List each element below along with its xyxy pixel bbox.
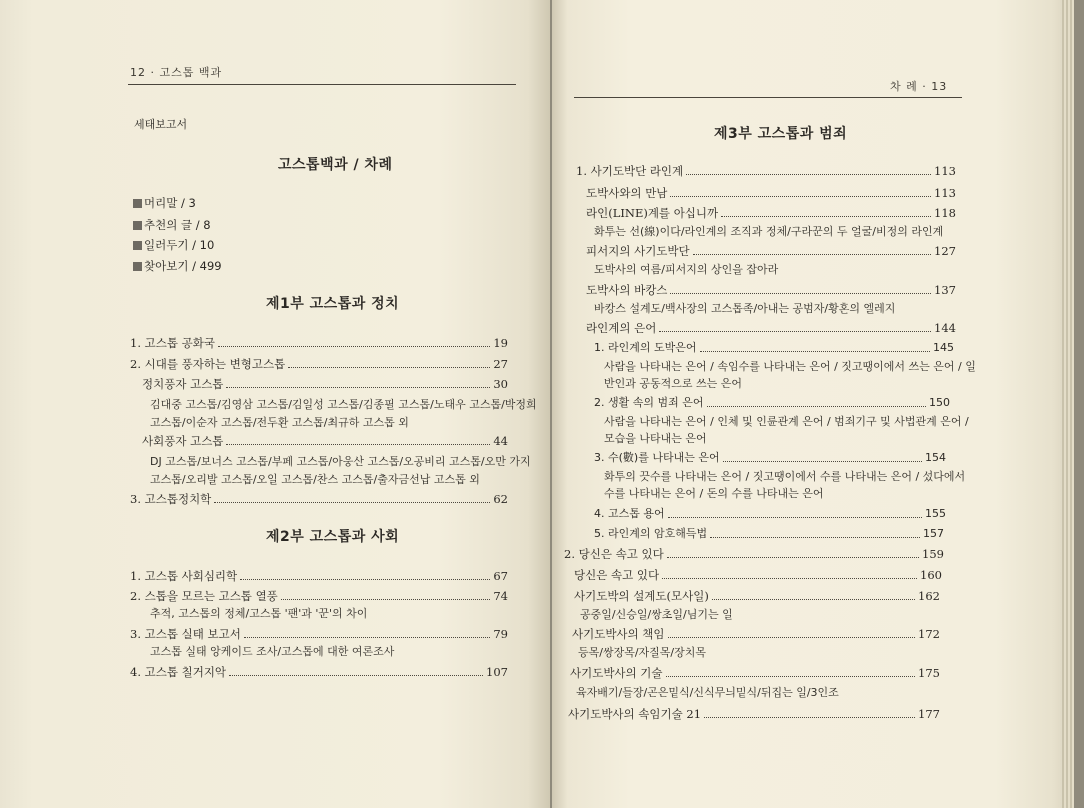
part2-title: 제2부 고스톱과 사회	[266, 529, 400, 545]
toc-detail: 등목/쌍장목/자질목/장치목	[578, 646, 707, 659]
toc-detail: 공중일/신승일/쌍초일/님기는 일	[580, 608, 733, 621]
left-running-header: 12 · 고스톱 백과	[130, 66, 223, 79]
toc-entry: 도박사와의 만남 113	[586, 186, 956, 200]
toc-detail: 수를 나타내는 은어 / 돈의 수를 나타내는 은어	[604, 487, 824, 500]
toc-entry: 피서지의 사기도박단 127	[586, 244, 956, 258]
toc-detail: 육자배기/들장/곤은밑식/신식무늬밑식/뒤집는 일/3인조	[576, 686, 839, 699]
front-item: 추천의 글 / 8	[133, 218, 211, 232]
toc-entry: 2. 시대를 풍자하는 변형고스톱 27	[130, 357, 508, 371]
toc-entry: 3. 수(數)를 나타내는 은어 154	[594, 451, 946, 464]
right-running-header: 차 례 · 13	[890, 80, 948, 93]
toc-entry: 사회풍자 고스톱 44	[142, 434, 508, 448]
toc-entry: 라인(LINE)계를 아십니까 118	[586, 206, 956, 220]
toc-entry: 2. 스톱을 모르는 고스톱 열풍 74	[130, 589, 508, 603]
toc-detail: 화투는 선(線)이다/라인계의 조직과 정체/구라꾼의 두 얼굴/비정의 라인계	[594, 225, 944, 238]
toc-entry: 사기도박사의 기술 175	[570, 666, 940, 680]
right-header-rule	[574, 97, 962, 98]
toc-entry: 사기도박사의 책임 172	[572, 627, 940, 641]
toc-entry: 사기도박사의 속임기술 21 177	[568, 707, 940, 721]
toc-entry: 2. 당신은 속고 있다 159	[564, 547, 944, 561]
toc-detail: 사람을 나타내는 은어 / 인체 및 인륜관계 은어 / 범죄기구 및 사법관계 은어 /	[604, 415, 969, 428]
bullet-square-icon	[133, 199, 142, 208]
toc-entry: 1. 고스톱 공화국 19	[130, 336, 508, 350]
toc-entry: 당신은 속고 있다 160	[574, 568, 942, 582]
right-page	[552, 0, 1074, 808]
toc-detail: 김대중 고스톱/김영삼 고스톱/김일성 고스톱/김종필 고스톱/노태우 고스톱/박정희	[150, 398, 537, 411]
toc-detail: 도박사의 여름/피서지의 상인을 잡아라	[594, 263, 779, 276]
toc-detail: 바캉스 설계도/백사장의 고스톱족/아내는 공범자/황혼의 엘레지	[594, 302, 896, 315]
toc-entry: 2. 생활 속의 범죄 은어 150	[594, 396, 950, 409]
part1-title: 제1부 고스톱과 정치	[266, 296, 400, 312]
toc-entry: 5. 라인계의 암호해득법 157	[594, 527, 944, 540]
front-item: 찾아보기 / 499	[133, 259, 222, 273]
toc-detail: 사람을 나타내는 은어 / 속임수를 나타내는 은어 / 짓고땡이에서 쓰는 은어 / 일	[604, 360, 976, 373]
toc-detail: 고스톱/이순자 고스톱/전두환 고스톱/최규하 고스톱 외	[150, 416, 409, 429]
toc-entry: 1. 라인계의 도박은어 145	[594, 341, 954, 354]
toc-detail: 고스톱 실태 앙케이드 조사/고스톱에 대한 여론조사	[150, 645, 395, 658]
toc-entry: 4. 고스톱 칠거지악 107	[130, 665, 508, 679]
toc-entry: 4. 고스톱 용어 155	[594, 507, 946, 520]
front-item: 머리말 / 3	[133, 196, 196, 210]
toc-detail: 반인과 공동적으로 쓰는 은어	[604, 377, 743, 390]
toc-detail: 고스톱/오리발 고스톱/오일 고스톱/찬스 고스톱/출자금선납 고스톱 외	[150, 473, 480, 486]
toc-entry: 정치풍자 고스톱 30	[142, 377, 508, 391]
toc-detail: 추적, 고스톱의 정체/고스톱 '팬'과 '꾼'의 차이	[150, 607, 368, 620]
toc-detail: 화투의 끗수를 나타내는 은어 / 짓고땡이에서 수를 나타내는 은어 / 섰다에서	[604, 470, 966, 483]
part3-title: 제3부 고스톱과 범죄	[714, 126, 848, 142]
toc-entry: 3. 고스톱정치학 62	[130, 492, 508, 506]
toc-entry: 1. 고스톱 사회심리학 67	[130, 569, 508, 583]
front-item: 일러두기 / 10	[133, 238, 214, 252]
toc-entry: 1. 사기도박단 라인계 113	[576, 164, 956, 178]
series-label: 세태보고서	[134, 118, 188, 131]
bullet-square-icon	[133, 221, 142, 230]
bullet-square-icon	[133, 241, 142, 250]
bullet-square-icon	[133, 262, 142, 271]
toc-detail: 모습을 나타내는 은어	[604, 432, 707, 445]
toc-entry: 라인계의 은어 144	[586, 321, 956, 335]
toc-title: 고스톱백과 / 차례	[278, 157, 393, 173]
page-edge-stack	[1062, 0, 1074, 808]
left-header-rule	[128, 84, 516, 85]
toc-entry: 사기도박의 설계도(모사일) 162	[574, 589, 940, 603]
toc-entry: 3. 고스톱 실태 보고서 79	[130, 627, 508, 641]
toc-detail: DJ 고스톱/보너스 고스톱/부페 고스톱/아웅산 고스톱/오공비리 고스톱/오만 가지	[150, 455, 531, 468]
toc-entry: 도박사의 바캉스 137	[586, 283, 956, 297]
